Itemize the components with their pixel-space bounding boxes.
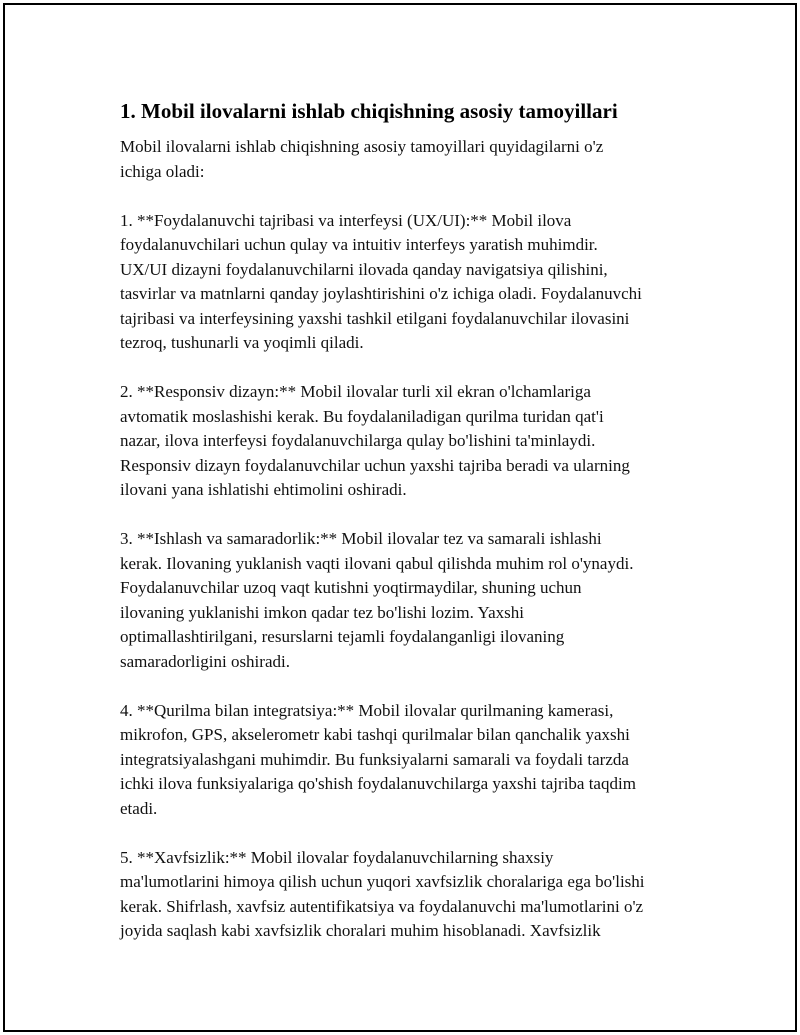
text-line: integratsiyalashgani muhimdir. Bu funksiyalarni samarali va foydali tarzda	[120, 749, 629, 769]
text-line: mikrofon, GPS, akselerometr kabi tashqi qurilmalar bilan qanchalik yaxshi	[120, 725, 630, 744]
text-line: foydalanuvchilari uchun qulay va intuitiv interfeys yaratish muhimdir.	[120, 235, 598, 254]
text-line: UX/UI dizayni foydalanuvchilarni ilovada qanday navigatsiya qilishini,	[120, 259, 608, 279]
principle-security-paragraph	[120, 846, 710, 944]
text-line: 3. **Ishlash va samaradorlik:** Mobil ilovalar tez va samarali ishlashi	[120, 529, 602, 548]
text-line: Responsiv dizayn foydalanuvchilar uchun yaxshi tajriba beradi va ularning	[120, 455, 630, 475]
text-line: kerak. Ilovaning yuklanish vaqti ilovani qabul qilishda muhim rol o'ynaydi.	[120, 553, 634, 573]
section-heading: 1. Mobil ilovalarni ishlab chiqishning asosiy tamoyillari	[120, 99, 618, 123]
text-line: tajribasi va interfeysining yaxshi tashkil etilgani foydalanuvchilar ilovasini	[120, 308, 630, 328]
text-line: ilovaning yuklanishi imkon qadar tez bo'lishi lozim. Yaxshi	[120, 602, 524, 622]
document-body	[120, 97, 710, 968]
text-line: ilovani yana ishlatishi ehtimolini oshiradi.	[120, 480, 407, 499]
intro-paragraph	[120, 135, 710, 184]
text-line: etadi.	[120, 798, 158, 818]
text-line: Foydalanuvchilar uzoq vaqt kutishni yoqtirmaydilar, shuning uchun	[120, 578, 582, 597]
principle-ux-ui-paragraph	[120, 209, 710, 356]
text-line: samaradorligini oshiradi.	[120, 651, 290, 671]
text-line: ma'lumotlarini himoya qilish uchun yuqori xavfsizlik choralariga ega bo'lishi	[120, 872, 645, 891]
text-line: 5. **Xavfsizlik:** Mobil ilovalar foydalanuvchilarning shaxsiy	[120, 847, 554, 867]
text-line: ichiga oladi:	[120, 161, 205, 181]
principle-integration-paragraph	[120, 699, 710, 822]
principle-responsive-paragraph	[120, 380, 710, 503]
text-line: kerak. Shifrlash, xavfsiz autentifikatsiya va foydalanuvchi ma'lumotlarini o'z	[120, 896, 644, 916]
principle-performance-paragraph	[120, 527, 710, 674]
text-line: ichki ilova funksiyalariga qo'shish foydalanuvchilarga yaxshi tajriba taqdim	[120, 774, 636, 793]
text-line: 2. **Responsiv dizayn:** Mobil ilovalar turli xil ekran o'lchamlariga	[120, 382, 591, 401]
text-line: tasvirlar va matnlarni qanday joylashtirishini o'z ichiga oladi. Foydalanuvchi	[120, 284, 642, 303]
page-frame	[3, 3, 797, 1032]
text-line: avtomatik moslashishi kerak. Bu foydalaniladigan qurilma turidan qat'i	[120, 406, 604, 426]
text-line: tezroq, tushunarli va yoqimli qiladi.	[120, 333, 364, 352]
text-line: optimallashtirilgani, resurslarni tejamli foydalanganligi ilovaning	[120, 627, 565, 646]
text-line: joyida saqlash kabi xavfsizlik choralari muhim hisoblanadi. Xavfsizlik	[120, 921, 601, 940]
text-line: Mobil ilovalarni ishlab chiqishning asosiy tamoyillari quyidagilarni o'z	[120, 137, 604, 156]
text-line: 1. **Foydalanuvchi tajribasi va interfeysi (UX/UI):** Mobil ilova	[120, 210, 572, 230]
text-line: 4. **Qurilma bilan integratsiya:** Mobil ilovalar qurilmaning kamerasi,	[120, 700, 614, 720]
text-line: nazar, ilova interfeysi foydalanuvchilarga qulay bo'lishini ta'minlaydi.	[120, 431, 596, 450]
